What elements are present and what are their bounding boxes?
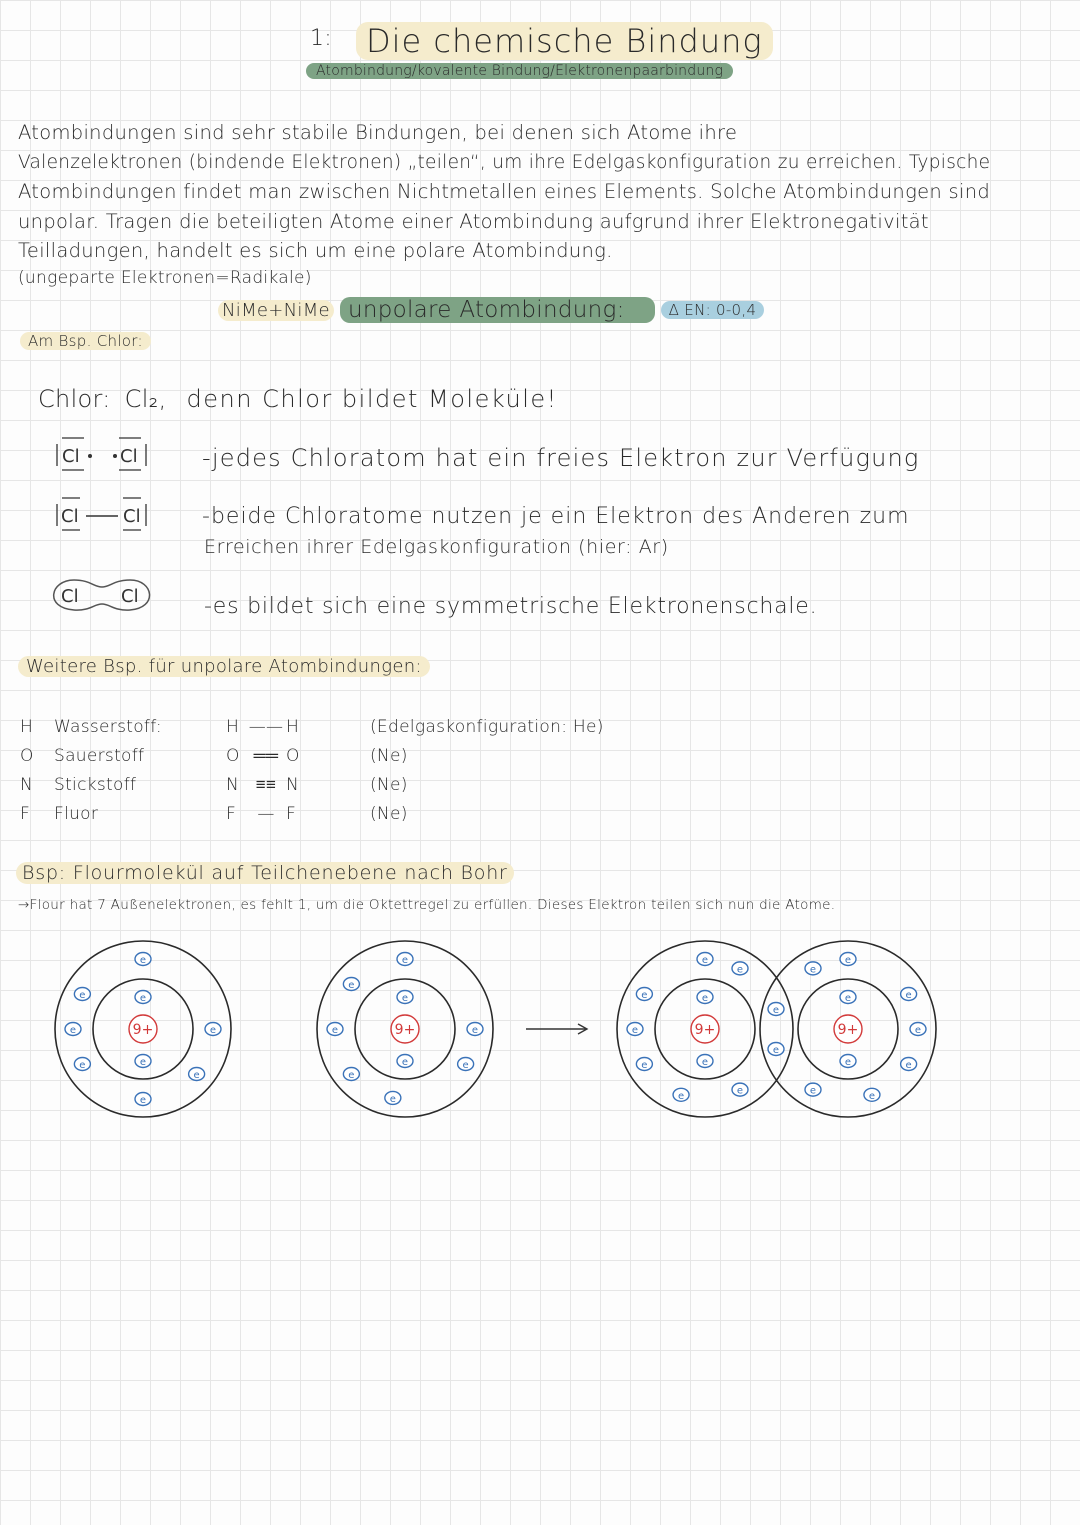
- element-symbol: H: [20, 716, 34, 737]
- example-row: [20, 741, 660, 770]
- electron-label: e: [139, 993, 147, 1004]
- intro-line: Valenzelektronen (bindende Elektronen) „teilen“, um ihre Edelgaskonfiguration zu erreichen. Typische: [18, 151, 991, 173]
- electron-label: e: [844, 955, 852, 966]
- electron-label: e: [844, 993, 852, 1004]
- electron-label: e: [389, 1093, 396, 1105]
- examples-table: [20, 712, 660, 828]
- chlorine-atom-symbol: Cl: [62, 446, 80, 467]
- electron-label: e: [641, 1060, 648, 1071]
- noble-gas-note: (Ne): [370, 803, 408, 824]
- chlorine-atom-symbol: Cl: [61, 506, 79, 527]
- nime-prefix: NiMe+NiMe: [218, 300, 334, 321]
- intro-line: unpolar. Tragen die beteiligten Atome einer Atombindung aufgrund ihrer Elektronegativität: [18, 209, 929, 233]
- chlorine-label: Chlor:: [38, 385, 111, 413]
- element-name: Wasserstoff:: [54, 716, 162, 737]
- molecule-bond: ≡≡: [255, 774, 277, 795]
- chlorine-intro: [38, 385, 558, 413]
- electron-label: e: [401, 955, 409, 966]
- molecule-bond: —: [257, 803, 275, 824]
- nucleus-charge: 9+: [394, 1022, 416, 1038]
- electron-label: e: [641, 990, 648, 1001]
- intro-line: (ungeparte Elektronen=Radikale): [18, 267, 312, 288]
- electron-label: e: [79, 1060, 86, 1071]
- element-name: Fluor: [54, 803, 99, 824]
- chlorine-atom-symbol: Cl: [61, 586, 79, 607]
- electron-label: e: [193, 1069, 200, 1081]
- electron-label: e: [348, 1069, 355, 1081]
- electron-label: e: [868, 1090, 876, 1102]
- electron-label: e: [701, 1057, 709, 1068]
- electron-label: e: [348, 980, 355, 992]
- electron-label: e: [139, 955, 147, 966]
- electron-label: e: [401, 1057, 409, 1068]
- section-heading-row: [218, 297, 764, 323]
- example-row: [20, 770, 660, 799]
- element-name: Sauerstoff: [54, 745, 145, 766]
- chlorine-formula: Cl₂,: [124, 385, 167, 413]
- page-title: Die chemische Bindung: [356, 22, 773, 60]
- page-subtitle: Atombindung/kovalente Bindung/Elektronenpaarbindung: [306, 63, 733, 79]
- bohr-heading: Bsp: Flourmolekül auf Teilchenebene nach Bohr: [16, 862, 514, 884]
- intro-paragraph: [18, 118, 1068, 290]
- electron-label: e: [772, 1005, 780, 1016]
- section-heading: unpolare Atombindung:: [340, 297, 655, 323]
- electron-label: e: [139, 1057, 147, 1068]
- electron-label: e: [331, 1025, 339, 1036]
- electron-label: e: [701, 955, 709, 966]
- element-symbol: O: [20, 745, 34, 766]
- molecule-left-atom: H: [226, 716, 240, 737]
- molecule-right-atom: O: [286, 745, 300, 766]
- electron-label: e: [701, 993, 709, 1004]
- molecule-bond: ══: [253, 745, 279, 766]
- electron-label: e: [736, 964, 744, 976]
- electron-label: e: [139, 1095, 147, 1106]
- chlorine-atom-symbol: Cl: [123, 506, 141, 527]
- chlorine-step2-text-continued: Erreichen ihrer Edelgaskonfiguration (hier: Ar): [204, 536, 669, 558]
- molecule-left-atom: N: [226, 774, 240, 795]
- chlorine-intro-text: denn Chlor bildet Moleküle!: [186, 385, 558, 413]
- chlorine-step1-text: -jedes Chloratom hat ein freies Elektron zur Verfügung: [202, 444, 920, 472]
- chlorine-step3-shell: [54, 580, 150, 610]
- electron-label: e: [809, 1085, 817, 1097]
- electron-label: e: [809, 964, 817, 976]
- noble-gas-note: (Ne): [370, 774, 408, 795]
- chlorine-step1-structure: [57, 438, 146, 470]
- electron-label: e: [736, 1085, 744, 1097]
- element-name: Stickstoff: [54, 774, 137, 795]
- electron-label: e: [401, 993, 409, 1004]
- molecule-left-atom: O: [226, 745, 240, 766]
- example-label: Am Bsp. Chlor:: [20, 332, 151, 350]
- noble-gas-note: (Ne): [370, 745, 408, 766]
- molecule-bond: ——: [248, 716, 284, 737]
- electron-label: e: [462, 1060, 469, 1071]
- example-row: [20, 712, 660, 741]
- electron-label: e: [905, 1060, 912, 1071]
- molecule-right-atom: H: [286, 716, 300, 737]
- electron-label: e: [471, 1025, 479, 1036]
- chlorine-lewis-diagrams: [40, 430, 170, 630]
- chlorine-atom-symbol: Cl: [121, 586, 139, 607]
- chlorine-atom-symbol: Cl: [120, 446, 138, 467]
- molecule-right-atom: N: [286, 774, 300, 795]
- title-number: 1:: [310, 26, 333, 51]
- example-row: [20, 799, 660, 828]
- electron-label: e: [209, 1025, 217, 1036]
- electron-label: e: [79, 990, 86, 1001]
- electron-label: e: [905, 990, 912, 1001]
- en-badge: Δ EN: 0-0,4: [661, 301, 765, 319]
- element-symbol: F: [20, 803, 31, 824]
- chlorine-step2-text: -beide Chloratome nutzen je ein Elektron des Anderen zum: [202, 504, 910, 529]
- electron-label: e: [69, 1025, 77, 1036]
- nucleus-charge: 9+: [694, 1022, 716, 1038]
- bohr-text: →Flour hat 7 Außenelektronen, es fehlt 1, um die Oktettregel zu erfüllen. Dieses Elektron teilen sich nun die Atome.: [18, 897, 836, 913]
- chlorine-step2-structure: [57, 498, 146, 530]
- electron-label: e: [772, 1045, 780, 1056]
- intro-line: Teilladungen, handelt es sich um eine polare Atombindung.: [18, 239, 613, 262]
- electron-label: e: [677, 1090, 685, 1102]
- chlorine-step3-text: -es bildet sich eine symmetrische Elektronenschale.: [204, 594, 818, 619]
- molecule-right-atom: F: [286, 803, 297, 824]
- noble-gas-note: (Edelgaskonfiguration: He): [370, 716, 604, 737]
- nucleus-charge: 9+: [132, 1022, 154, 1038]
- element-symbol: N: [20, 774, 34, 795]
- examples-heading: Weitere Bsp. für unpolare Atombindungen:: [18, 656, 430, 677]
- electron-label: e: [631, 1025, 639, 1036]
- electron-label: e: [844, 1057, 852, 1068]
- intro-line: Atombindungen findet man zwischen Nichtmetallen eines Elements. Solche Atombindungen sind: [18, 180, 991, 203]
- electron-label: e: [914, 1025, 922, 1036]
- molecule-left-atom: F: [226, 803, 237, 824]
- bohr-diagram: [0, 935, 1080, 1135]
- intro-line: Atombindungen sind sehr stabile Bindungen, bei denen sich Atome ihre: [18, 121, 738, 144]
- nucleus-charge: 9+: [837, 1022, 859, 1038]
